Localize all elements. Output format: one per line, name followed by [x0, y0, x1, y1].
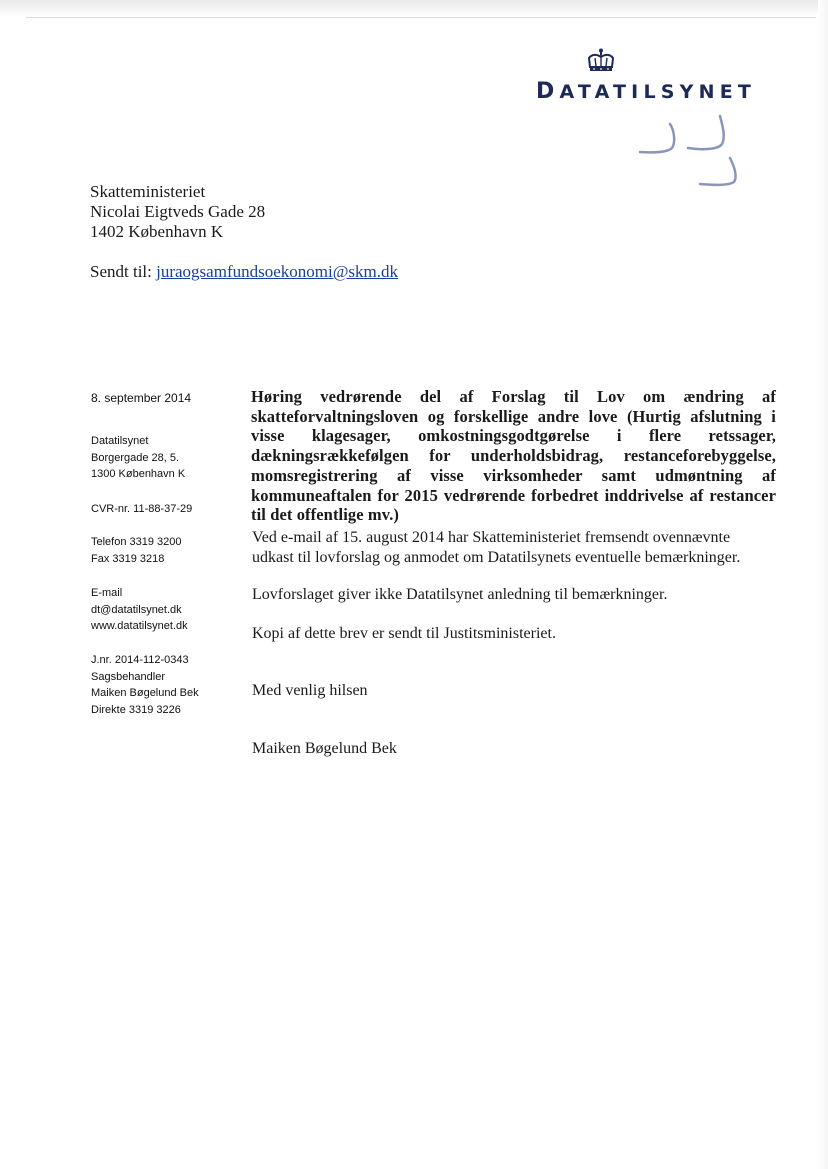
email-link[interactable]: dt@datatilsynet.dk: [91, 603, 182, 616]
paragraph-1-line-2: udkast til lovforslag og anmodet om Datatilsynets eventuelle bemærkninger.: [252, 549, 741, 566]
scan-line: [26, 17, 816, 18]
direct-phone: Direkte 3319 3226: [91, 703, 181, 716]
sender-city: 1300 København K: [91, 468, 186, 480]
fax: Fax 3319 3218: [91, 552, 165, 565]
caseworker-name: Maiken Bøgelund Bek: [91, 687, 199, 699]
paragraph-1-line-1: Ved e-mail af 15. august 2014 har Skatteministeriet fremsendt ovennævnte: [252, 529, 731, 546]
website-link[interactable]: www.datatilsynet.dk: [91, 620, 188, 632]
org-name: DATATILSYNET: [536, 79, 757, 104]
scan-top-edge: [0, 0, 828, 16]
paragraph-3: Kopi af dette brev er sendt til Justitsministeriet.: [252, 625, 556, 642]
letter-subject: Høring vedrørende del af Forslag til Lov om ændring af skatteforvaltningsloven og forskellige andre love (Hurtig afslutning i visse klagesager, omkostningsgodtgørelse i flere retssager, dækningsrækkefølgen for underholdsbidrag, restanceforebyggelse, momsregistrering af visse virksomheder samt udmøntning af kommuneaftalen for 2015 vedrørende forbedret inddrivelse af restancer til det offentlige mv.): [251, 387, 776, 525]
paragraph-2: Lovforslaget giver ikke Datatilsynet anledning til bemærkninger.: [252, 586, 668, 603]
recipient-city: 1402 København K: [90, 222, 224, 241]
sent-to-label: Sendt til:: [90, 262, 152, 281]
closing: Med venlig hilsen: [252, 682, 368, 699]
crown-icon: [586, 48, 616, 74]
journal-number: J.nr. 2014-112-0343: [91, 654, 189, 666]
paragraph-1: [252, 528, 772, 568]
initials-mark: [630, 110, 750, 190]
sender-street: Borgergade 28, 5.: [91, 451, 180, 464]
case-info: [91, 652, 199, 718]
cvr-number: CVR-nr. 11-88-37-29: [91, 503, 193, 515]
letter-date: 8. september 2014: [91, 391, 192, 405]
scan-right-edge: [818, 0, 828, 1169]
caseworker-label: Sagsbehandler: [91, 670, 166, 683]
email-label: E-mail: [91, 587, 123, 599]
sender-address: [91, 433, 185, 483]
sender-org: Datatilsynet: [91, 435, 149, 447]
contact-phones: [91, 534, 182, 567]
recipient-name: Skatteministeriet: [90, 182, 206, 201]
contact-online: [91, 585, 188, 635]
phone: Telefon 3319 3200: [91, 536, 182, 548]
sent-to: [90, 262, 398, 282]
signature-name: Maiken Bøgelund Bek: [252, 740, 397, 757]
recipient-street: Nicolai Eigtveds Gade 28: [90, 202, 266, 221]
recipient-address: [90, 182, 265, 242]
sent-to-email-link[interactable]: juraogsamfundsoekonomi@skm.dk: [156, 262, 398, 281]
